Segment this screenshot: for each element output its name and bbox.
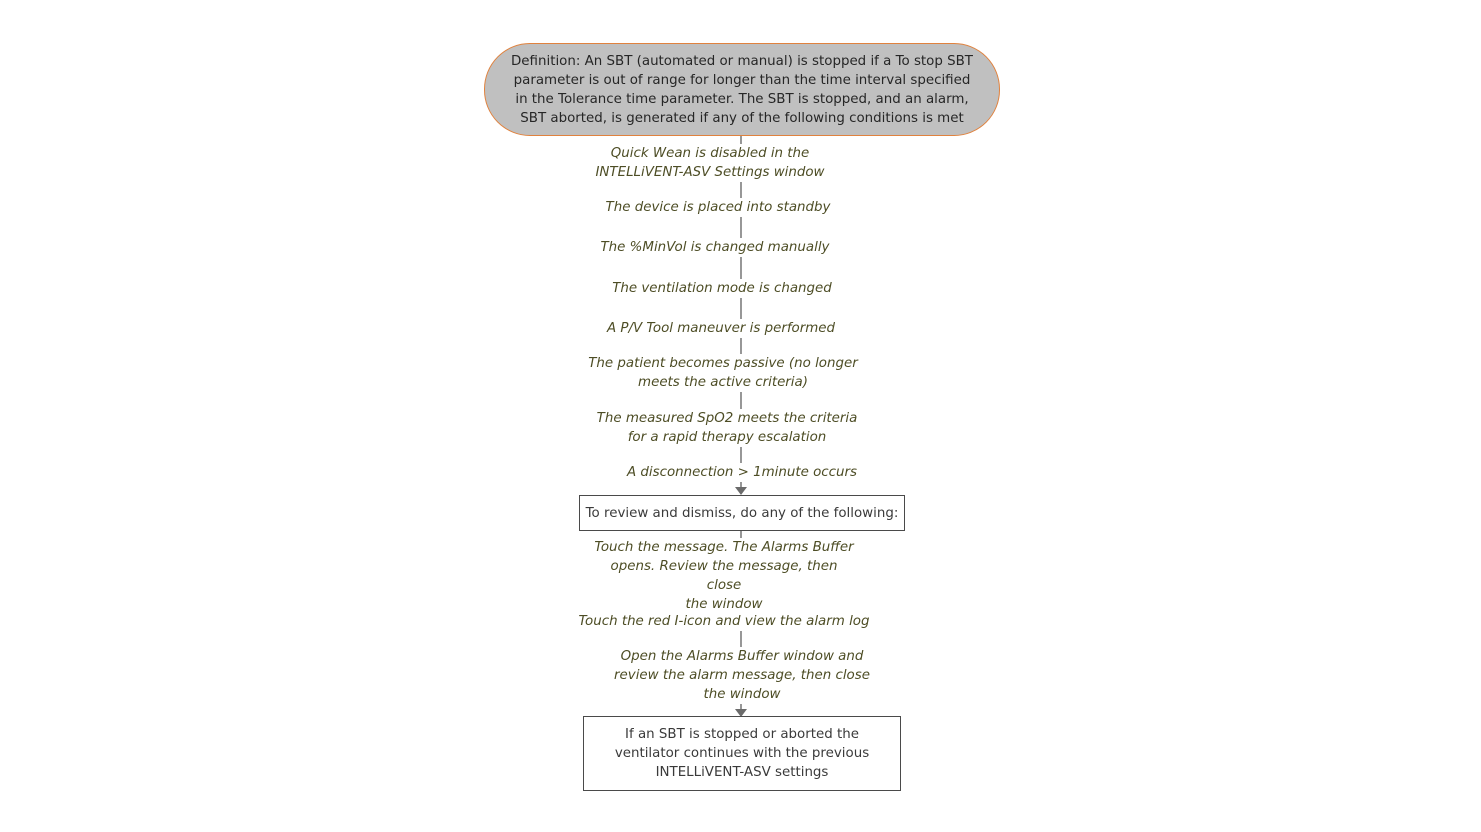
review-dismiss-box <box>579 495 905 531</box>
review-step-touch-message: Touch the message. The Alarms Buffer opens. Review the message, then close the window <box>592 538 856 614</box>
condition-quick-wean-disabled: Quick Wean is disabled in the INTELLiVENT-ASV Settings window <box>590 144 830 182</box>
condition-spo2-rapid-escalation: The measured SpO2 meets the criteria for a rapid therapy escalation <box>592 409 862 447</box>
outcome-text: If an SBT is stopped or aborted the ventilator continues with the previous INTELLiVENT-ASV settings <box>614 727 870 780</box>
definition-box <box>484 43 1000 136</box>
definition-text: Definition: An SBT (automated or manual) is stopped if a To stop SBT parameter is out of range for longer than the time interval specified in the Tolerance time parameter. The SBT is stopped, and an alarm, SBT aborted, is generated if any of the following conditions is met <box>511 53 973 126</box>
condition-ventilation-mode-changed: The ventilation mode is changed <box>612 281 832 296</box>
review-step-open-alarms-buffer: Open the Alarms Buffer window and review the alarm message, then close the window <box>612 647 872 704</box>
condition-pv-tool-maneuver: A P/V Tool maneuver is performed <box>604 319 838 338</box>
outcome-box <box>583 716 901 791</box>
condition-minvol-changed: The %MinVol is changed manually <box>600 240 830 255</box>
condition-device-standby: The device is placed into standby <box>605 200 831 215</box>
arrow-to-review-box <box>735 487 747 495</box>
review-dismiss-title: To review and dismiss, do any of the following: <box>585 505 899 521</box>
condition-patient-passive: The patient becomes passive (no longer meets the active criteria) <box>588 356 858 390</box>
review-step-red-i-icon: Touch the red I-icon and view the alarm log <box>578 614 870 629</box>
condition-disconnection: A disconnection > 1minute occurs <box>624 463 860 482</box>
